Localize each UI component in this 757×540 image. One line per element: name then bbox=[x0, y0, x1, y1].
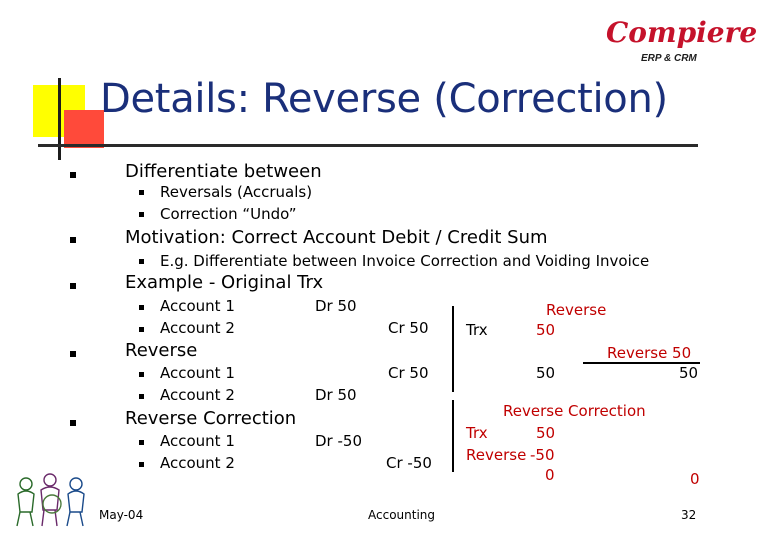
t-correction-reverse: Reverse bbox=[466, 446, 527, 464]
t-reverse-value: 50 bbox=[536, 321, 556, 339]
t-correction-right-total: 0 bbox=[690, 470, 700, 488]
correction-account-1: Account 1 bbox=[160, 432, 235, 450]
footer-center: Accounting bbox=[368, 508, 436, 522]
bullet-icon bbox=[139, 259, 144, 264]
bullet-icon bbox=[139, 212, 144, 217]
example-account-2: Account 2 bbox=[160, 319, 235, 337]
t-trx-label: Trx bbox=[466, 321, 488, 339]
correction-account-2: Account 2 bbox=[160, 454, 235, 472]
bullet-icon bbox=[70, 172, 76, 178]
t-correction-trx: Trx bbox=[466, 424, 488, 442]
sub-bullet-example-eg: E.g. Differentiate between Invoice Correction and Voiding Invoice bbox=[160, 252, 650, 270]
t-correction-reverse-value: -50 bbox=[530, 446, 555, 464]
title-deco-red-square bbox=[64, 110, 104, 148]
bullet-icon bbox=[139, 372, 144, 377]
reverse-account-1: Account 1 bbox=[160, 364, 235, 382]
example-entry-cr: Cr 50 bbox=[388, 319, 429, 337]
bullet-icon bbox=[139, 462, 144, 467]
title-underline bbox=[38, 144, 698, 147]
reverse-entry-cr: Cr 50 bbox=[388, 364, 429, 382]
bullet-reverse: Reverse bbox=[125, 340, 198, 361]
footer-page-number: 32 bbox=[681, 508, 697, 522]
t-correction-trx-value: 50 bbox=[536, 424, 556, 442]
slide-title: Details: Reverse (Correction) bbox=[100, 76, 668, 122]
example-account-1: Account 1 bbox=[160, 297, 235, 315]
bullet-icon bbox=[139, 327, 144, 332]
bullet-motivation: Motivation: Correct Account Debit / Credit Sum bbox=[125, 227, 548, 248]
bullet-example: Example - Original Trx bbox=[125, 272, 324, 293]
t-right-value: 50 bbox=[679, 364, 699, 382]
t-reverse-label: Reverse bbox=[546, 301, 607, 319]
sub-bullet-correction: Correction “Undo” bbox=[160, 205, 297, 223]
title-deco-vertical-line bbox=[58, 78, 61, 160]
compiere-logo-tagline: ERP & CRM bbox=[641, 53, 697, 64]
t-left-value: 50 bbox=[536, 364, 556, 382]
bullet-icon bbox=[70, 237, 76, 243]
t-correction-title: Reverse Correction bbox=[503, 402, 646, 420]
bullet-differentiate: Differentiate between bbox=[125, 161, 322, 182]
correction-entry-dr: Dr -50 bbox=[315, 432, 362, 450]
bullet-icon bbox=[139, 305, 144, 310]
t-correction-left-total: 0 bbox=[545, 466, 555, 484]
correction-entry-cr: Cr -50 bbox=[386, 454, 432, 472]
bullet-icon bbox=[139, 394, 144, 399]
footer-date: May-04 bbox=[99, 508, 144, 522]
bullet-icon bbox=[70, 420, 76, 426]
bullet-icon bbox=[70, 283, 76, 289]
bullet-icon bbox=[70, 351, 76, 357]
bullet-icon bbox=[139, 440, 144, 445]
t-account-divider-bottom bbox=[452, 400, 454, 472]
bullet-icon bbox=[139, 190, 144, 195]
t-right-reverse: Reverse 50 bbox=[607, 344, 692, 362]
reverse-account-2: Account 2 bbox=[160, 386, 235, 404]
reverse-entry-dr: Dr 50 bbox=[315, 386, 357, 404]
sub-bullet-reversals: Reversals (Accruals) bbox=[160, 183, 313, 201]
example-entry-dr: Dr 50 bbox=[315, 297, 357, 315]
bullet-reverse-correction: Reverse Correction bbox=[125, 408, 297, 429]
t-account-divider-top bbox=[452, 306, 454, 392]
compiere-logo: Compiere bbox=[606, 16, 757, 49]
people-clipart-icon bbox=[10, 470, 96, 532]
